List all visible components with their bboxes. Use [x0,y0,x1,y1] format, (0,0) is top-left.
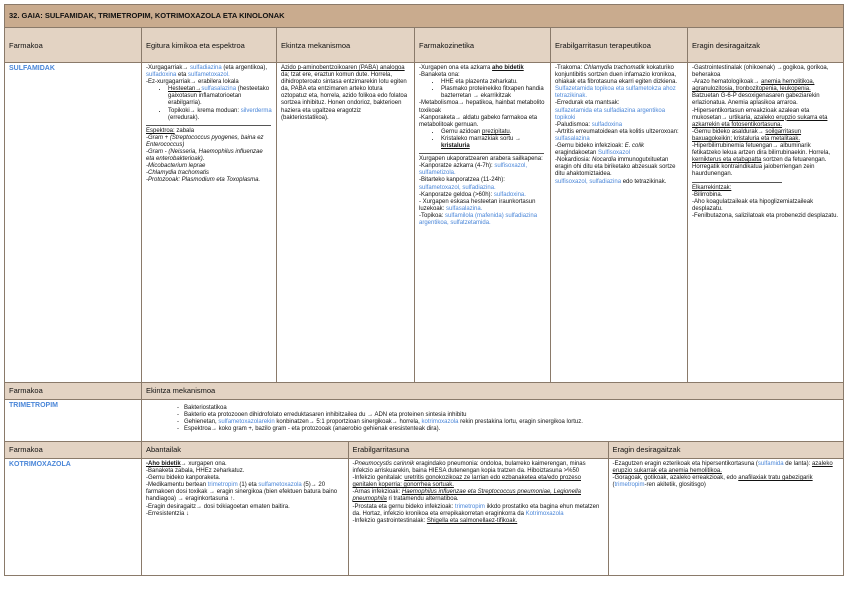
sulfamidak-erabilgarritasun: -Trakoma: Chlamydia trachomatik kokaturiko konjuntibitis sortzen duen infamazio kronikoa, ohiakak eta fibrotasuna ekarri egiten dizkiena. Sulfazetamida topikoa eta sulfametokza ahoz tetrazikinak. -Erredurak eta mantsak: sulfazetamida eta sulfadiazina argentikoa topikoki -Paludismoa: sulfadoxina -Artritis erreumatoidean eta kolitis ultzeroxoan: sulfasalazina -Gernu bideko infekzioak: E. colik eragindakoetan Sulfisoxazol -Nokardiosia: Nocardia immunogutxituetan eragin ohi ditu eta biriketako abzesuak sortze ditu ahaktomiztaidea. sulfisoxazol, sulfadiazina edo tetrazikinak. [551,63,688,383]
header3-eragin: Eragin desiragaitzak [608,442,844,458]
drug-kotrimoxazola [5,459,142,576]
divider [419,153,544,154]
sulfamidak-eragin: -Gastrointestinalak (ohikoenak) →gogikoa, gorikoa, beherakoa -Arazo hematologikoak→ anemia hemolitikoa, agranulozitosia, tronbozitopenia, leukopenia. Batzuetan G-6-P desoxigenasaren gabeziarekin erlazionatua. Anemia aplasikoa arraroa. -Hipersentikortasun erreakzioak azalean eta mukosetan→ urtikaria, azaleko erupzio sukarra eta azkarrekin eta fotosentikortasuna. -Gernu bideko asaldurak→ soilgarritasun baxuagokeikin; kristaluria eta metalitaak. -Hiperbilirrubinemia fetuengan→ albuminarik fetikatzeko lekua artzen dira bilirrubinaekin. Horrela, kernikterus eta etabapatta sortzen da fetuarengan. Horregatik kontraindikatua jaioberriengan zein haurdunengan. Elkarrekintzak: -Bilirrobina. -Aho koagulatzaileak eta hipoglizemiatzaileak desplazatu. -Fenilbutazona, salizilatoak eta probenezid desplazatu. [688,63,844,383]
page-title: 32. GAIA: SULFAMIDAK, TRIMETROPIM, KOTRIMOXAZOLA ETA KINOLONAK [5,5,844,28]
header-mekanismoa: Ekintza mekanismoa [277,28,415,63]
kotrimoxazola-eragin: -Ezagutzen eragin ezterikoak eta hipersentikortasuna (sulfamida de lanta): azaleko erupzio sukarrak eta anemia hemolitikoa. -Goragoak, gotikoak, azaleko erreakzioak, edo anafilaxiak tratu gabezigarik (trimetropim-ren akitetik, glositisgo) [612,461,833,489]
divider [146,125,271,126]
drug-sulfamidak [5,63,142,383]
header-egitura: Egitura kimikoa eta espektroa [142,28,277,63]
header2-mekanismoa: Ekintza mekanismoa [142,383,844,400]
document-page [4,4,843,594]
header-erabilgarritasun: Erabilgarritasun terapeutikoa [551,28,688,63]
sulfamidak-mekanismoa: Azido p-aminobentzoikoaren (PABA) analogoa da; tzat ere, eraztun komun dute. Horrela, dihidropteroato sintasa entzimarekin lotu egiten da, PABA eta entzimaren arteko lotura oztopatuz eta, horrela, azido folikoa edo folatoa sortzea inhibituz. Honen ondorioz, bakterioen haziera eta ugaltzea eragotziz (bakteriostatikoa). [277,63,415,383]
sulfamidak-egitura: -Xurgagarriak→ sulfadiazina (eta argentikoa), sulfadoxina eta sulfametoxazol. -Ez-xurgagarriak→ erabilera lokala • Hesteetan→sulfasalazina (hesteetako gaixotasun inflamatorioetan erabilgarria). • Topikoki→ krema moduan: silverderma (erredurak). Espektroa: zabala -Gram + (Streptococcus pyogenes, baina ez Enterococcus) -Gram - (Neisseria, Haemophilus influenzae eta enterobakterioak). -Micobacterium leprae -Chlamydia trachomatis -Protozooak: Plasmodium eta Toxoplasma. [142,63,277,383]
summary-table [4,4,844,576]
kotrimoxazola-erabil: -Pneumocystis carinnik eragindako pneumonia: ondoloa, bularreko kaimerengan, minas infekzio arriskuarekin, baina HIESA dutenengan kopia tratzen da. Hiboiztasuna >%50 -Infekzio genitalak: uretritis gonokozikoaz ze larrian edo ezbanaketea eta/edo prozeso genitalen koperria: gonorrhea sortuak. -Arnas infekzioak: Haemophilus influenzae eta Streptococcus pneumoniae, Legionella pneumophila ri tratamendu alternatiboa. -Prostata eta gernu bideko infekzioak: trimetropim ikkdo prostatiko eta bagina ehun metatzen da. Hortaz, infekzio kronikoa eta errepikakorretan eraginkorra da Kotrimoxazola -Infekzio gastrointestinalak: Shigella eta salmonellaez-tifikoak. [348,459,608,575]
header-farmakoa: Farmakoa [5,28,142,63]
header3-group [142,442,844,459]
header-eragin: Eragin desiragaitzak [688,28,844,63]
drug-trimetropim [5,400,142,442]
kotrimoxazola-group [142,459,844,576]
kotrimoxazola-abantailak: -Aho bidetik→ xurgapen ona. -Banaketa zabala, HHEz zeharkatuz. -Gernu bideko kanporaketa. -Medikamentu bertean trimetropim (1) eta sulfametoxazola (5)→ 20 farmakoen dosi toxikak → eragin sinergikoa (bien efektuen batura baino handiagoa) → eraginkortasuna ↑. -Eragin desiragaitz→ dosi txikiagoetan ematen baitira. -Erresistentzia ↓ [142,459,348,575]
drug-name-kotrimoxazola: KOTRIMOXAZOLA [9,461,71,468]
header-farmakozinetika: Farmakozinetika [415,28,551,63]
drug-name-trimetropim: TRIMETROPIM [9,402,58,409]
header3-erabil: Erabilgarritasuna [348,442,608,458]
sulfamidak-farmakozinetika: -Xurgapen ona eta azkarra aho bidetik -Banaketa ona: • HHE eta plazenta zeharkatu. • Plasmako proteinekiko fitxapen handia bazterretan → ekarrikitzak -Metabolismoa→ hepatikoa, hainbat metabolito toxikoak -Kanporaketa→ aldatu gabeko farmakoa eta metabolitoak gernuan. • Gernu azidoan prezipitatu. • Kristaleko marrazkiak sortu → kristaluria Xurgapen ukaporatzearen arabera sailkapena: -Kanporatze azkarra (4-7h): sulfisoxazol, sulfametizola. -Bitarteko kanporatzea (11-24h): sulfametoxazol, sulfadiazina. -Kanporatze geldoa (>60h): sulfadoxina. - Xurgapen eskasa hesteetan iraunkortasun luzekoak: sulfasalazina. -Topikoa: sulfamilola (mafenida) sulfadiazina argentikoa, sulfatzetamida. [415,63,551,383]
header3-abantailak: Abantailak [142,442,348,458]
header2-farmakoa: Farmakoa [5,383,142,400]
header3-farmakoa: Farmakoa [5,442,142,459]
divider [692,182,782,183]
trimetropim-mekanismoa: - Bakteriostatikoa - Bakterio eta protozooen dihidrofolato erreduktasaren inhibitzailea du → ADN eta proteinen sintesia inhibitu - Gehienetan, sulfametoxazolarekin konbinatzen→ 5:1 proportzioan sinergikoak→ horrela, kotrimoxazola rekin prestakina lortu, eragin sinergikoa lortuz. - Espektroa→ koko gram +, bazilo gram - eta protozooak (anaerobio gehienak eresistenteak dira). [142,400,844,442]
drug-name-sulfamidak: SULFAMIDAK [9,65,55,72]
